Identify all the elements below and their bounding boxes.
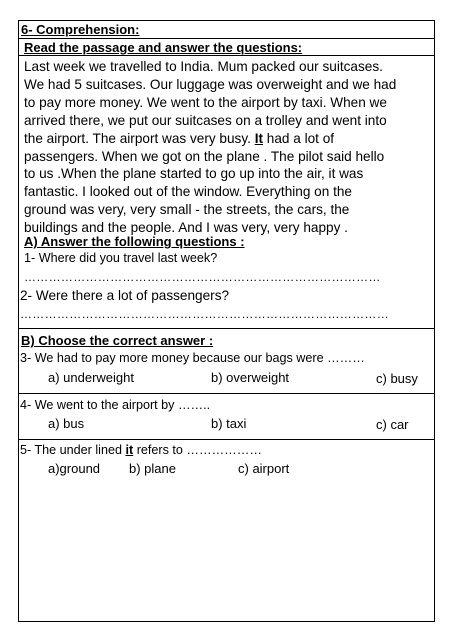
q4-option-c: c) car bbox=[376, 417, 409, 432]
underlined-it: It bbox=[254, 130, 264, 146]
question-1: 1- Where did you travel last week? bbox=[24, 251, 218, 265]
question-3: 3- We had to pay more money because our bags were ……… bbox=[20, 351, 365, 365]
instruction-text: Read the passage and answer the questions: bbox=[24, 40, 303, 55]
part-b-heading: B) Choose the correct answer : bbox=[21, 333, 214, 348]
section-title: 6- Comprehension: bbox=[21, 22, 140, 37]
answer-line-1: …………………………………………………………………………… bbox=[24, 270, 381, 284]
passage-line: We had 5 suitcases. Our luggage was overweight and we had bbox=[24, 76, 397, 92]
question-4: 4- We went to the airport by …….. bbox=[20, 398, 211, 412]
q3-option-c: c) busy bbox=[376, 371, 418, 386]
q3-option-b: b) overweight bbox=[211, 370, 290, 385]
q5-text-post: refers to ……………… bbox=[136, 443, 262, 457]
part-a-heading: A) Answer the following questions : bbox=[24, 234, 245, 249]
passage-line-part: the airport. The airport was very busy. bbox=[24, 130, 251, 146]
q4-option-b: b) taxi bbox=[211, 416, 247, 431]
question-5 bbox=[20, 443, 262, 457]
answer-line-2: ……………………………………………………………………………… bbox=[20, 307, 389, 321]
passage-line: to us .When the plane started to go up into the air, it was bbox=[24, 166, 364, 182]
passage-line: to pay more money. We went to the airport by taxi. When we bbox=[24, 94, 387, 110]
q5-option-c: c) airport bbox=[238, 461, 290, 476]
passage-line: arrived there, we put our suitcases on a trolley and went into bbox=[24, 112, 387, 128]
reading-passage bbox=[24, 58, 434, 237]
passage-line bbox=[24, 130, 434, 148]
q3-option-a: a) underweight bbox=[48, 370, 134, 385]
section-divider bbox=[19, 328, 434, 329]
q5-text-pre: 5- The under lined bbox=[20, 443, 122, 457]
passage-line: fantastic. I looked out of the window. Everything on the bbox=[24, 184, 352, 200]
question-2: 2- Were there a lot of passengers? bbox=[20, 288, 230, 303]
passage-line: Last week we travelled to India. Mum packed our suitcases. bbox=[24, 59, 383, 74]
q5-option-a: a)ground bbox=[48, 461, 101, 476]
q5-underlined-it: it bbox=[125, 443, 134, 457]
q5-option-b: b) plane bbox=[129, 461, 176, 476]
passage-line: passengers. When we got on the plane . The pilot said hello bbox=[24, 148, 385, 164]
question-divider bbox=[19, 393, 434, 394]
passage-line: buildings and the people. And I was very, very happy . bbox=[24, 220, 348, 236]
passage-line: ground was very, very small - the streets, the cars, the bbox=[24, 202, 350, 218]
q4-option-a: a) bus bbox=[48, 416, 85, 431]
passage-line-part: had a lot of bbox=[266, 130, 335, 146]
question-divider bbox=[19, 439, 434, 440]
